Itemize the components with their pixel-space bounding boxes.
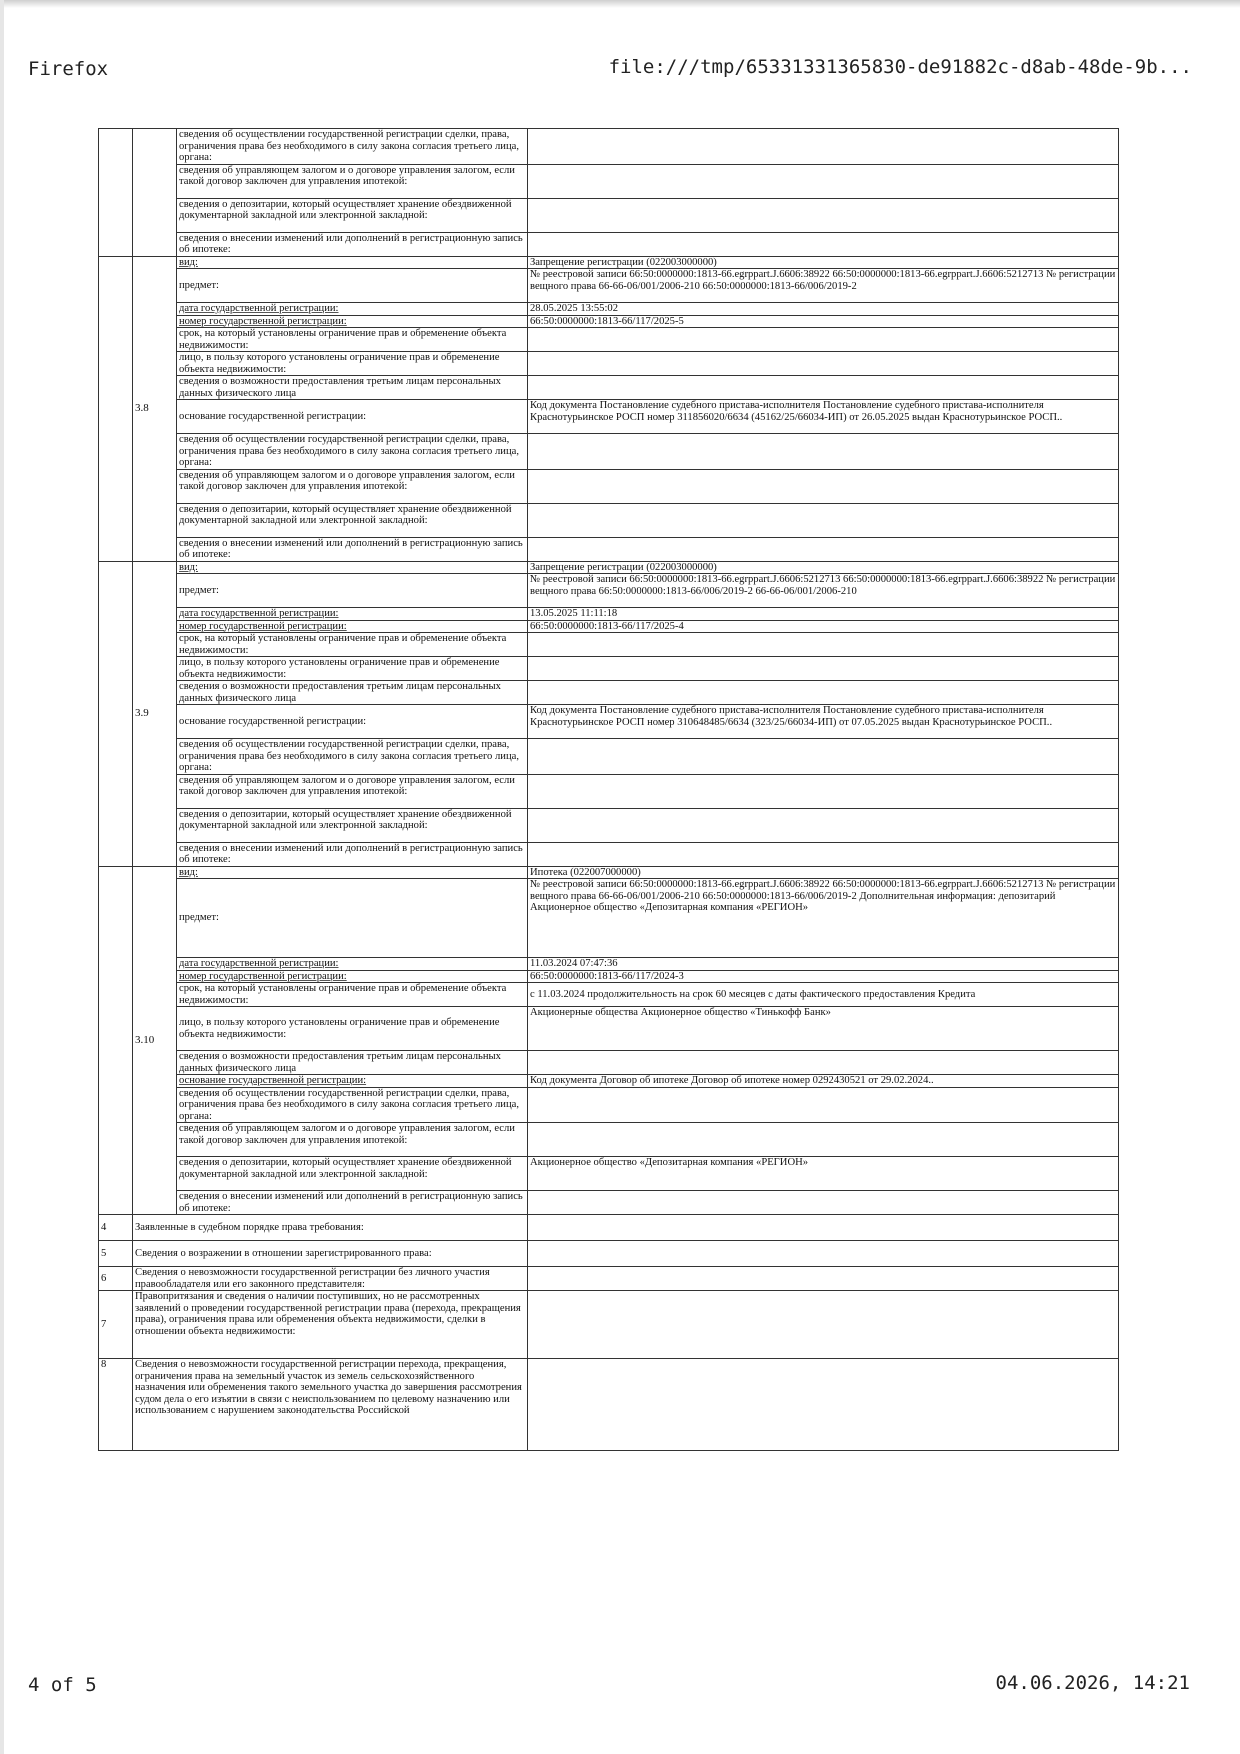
label-cell: сведения об управляющем залогом и о договоре управления залогом, если такой договор заключен для управления ипотекой: — [177, 164, 528, 198]
label-cell: срок, на который установлены ограничение прав и обременение объекта недвижимости: — [177, 633, 528, 657]
print-datetime: 04.06.2026, 14:21 — [995, 1672, 1190, 1694]
value-cell — [528, 681, 1119, 705]
label-cell: предмет: — [177, 574, 528, 608]
table-row — [99, 879, 1119, 958]
table-row — [99, 232, 1119, 256]
value-cell — [528, 328, 1119, 352]
label-cell: лицо, в пользу которого установлены ограничение прав и обременение объекта недвижимости: — [177, 1007, 528, 1051]
table-row — [99, 129, 1119, 165]
label-cell: сведения о депозитарии, который осуществляет хранение обездвиженной документарной закладной или электронной закладной: — [177, 503, 528, 537]
section-number: 5 — [99, 1241, 133, 1267]
table-row — [99, 376, 1119, 400]
table-row — [99, 1075, 1119, 1088]
label-cell: дата государственной регистрации: — [177, 608, 528, 621]
value-cell — [528, 352, 1119, 376]
value-cell — [528, 1087, 1119, 1123]
label-cell: срок, на который установлены ограничение прав и обременение объекта недвижимости: — [177, 328, 528, 352]
table-row — [99, 808, 1119, 842]
table-row — [99, 1191, 1119, 1215]
value-cell — [528, 434, 1119, 470]
table-row — [99, 1007, 1119, 1051]
table-row — [99, 1051, 1119, 1075]
label-cell: основание государственной регистрации: — [177, 705, 528, 739]
value-cell: 66:50:0000000:1813-66/117/2025-5 — [528, 315, 1119, 328]
label-cell: сведения о внесении изменений или дополнений в регистрационную запись об ипотеке: — [177, 537, 528, 561]
outer-num-cell — [99, 866, 133, 1215]
table-row — [99, 983, 1119, 1007]
section-number: 4 — [99, 1215, 133, 1241]
table-row — [99, 705, 1119, 739]
value-cell: № реестровой записи 66:50:0000000:1813-66.egrppart.J.6606:38922 66:50:0000000:1813-66.egrppart.J.6606:5212713 № регистрации вещного права 66-66-06/001/2006-210 66:50:0000000:1813-66/006/2019-2 — [528, 269, 1119, 303]
table-row — [99, 1359, 1119, 1451]
table-row — [99, 608, 1119, 621]
table-row — [99, 269, 1119, 303]
label-cell: сведения об осуществлении государственной регистрации сделки, права, ограничения права без необходимого в силу закона согласия третьего лица, органа: — [177, 1087, 528, 1123]
label-cell: сведения о внесении изменений или дополнений в регистрационную запись об ипотеке: — [177, 232, 528, 256]
label-cell: основание государственной регистрации: — [177, 400, 528, 434]
entry-number-3-9: 3.9 — [133, 561, 177, 866]
table-row — [99, 434, 1119, 470]
section-number: 7 — [99, 1291, 133, 1359]
label-cell: сведения о возможности предоставления третьим лицам персональных данных физического лица — [177, 376, 528, 400]
entry-number-3-10: 3.10 — [133, 866, 177, 1215]
table-row — [99, 1157, 1119, 1191]
table-row — [99, 503, 1119, 537]
label-cell: сведения о возможности предоставления третьим лицам персональных данных физического лица — [177, 1051, 528, 1075]
table-row — [99, 315, 1119, 328]
table-row — [99, 352, 1119, 376]
table-row — [99, 561, 1119, 574]
section-label: Сведения о невозможности государственной регистрации перехода, прекращения, ограничения права на земельный участок из земель сельскохозяйственного назначения или обременения такого земельного участка до завершения рассмотрения судом дела о его изъятии в связи с неиспользованием по целевому назначению или использованием с нарушением законодательства Российской — [133, 1359, 528, 1451]
table-row — [99, 1123, 1119, 1157]
table-row — [99, 970, 1119, 983]
value-cell — [528, 1359, 1119, 1451]
table-row — [99, 1087, 1119, 1123]
label-cell: сведения о возможности предоставления третьим лицам персональных данных физического лица — [177, 681, 528, 705]
value-cell: 13.05.2025 11:11:18 — [528, 608, 1119, 621]
label-cell: вид: — [177, 866, 528, 879]
section-label: Сведения о возражении в отношении зарегистрированного права: — [133, 1241, 528, 1267]
section-label: Заявленные в судебном порядке права требования: — [133, 1215, 528, 1241]
label-cell: номер государственной регистрации: — [177, 315, 528, 328]
label-cell: вид: — [177, 561, 528, 574]
value-cell — [528, 164, 1119, 198]
value-cell — [528, 503, 1119, 537]
value-cell — [528, 198, 1119, 232]
value-cell — [528, 129, 1119, 165]
label-cell: предмет: — [177, 269, 528, 303]
label-cell: сведения о внесении изменений или дополнений в регистрационную запись об ипотеке: — [177, 842, 528, 866]
table-row — [99, 633, 1119, 657]
value-cell — [528, 633, 1119, 657]
table-row — [99, 198, 1119, 232]
section-number: 8 — [99, 1359, 133, 1451]
value-cell: Акционерное общество «Депозитарная компания «РЕГИОН» — [528, 1157, 1119, 1191]
value-cell — [528, 808, 1119, 842]
table-row — [99, 1267, 1119, 1291]
table-row — [99, 328, 1119, 352]
label-cell: сведения об управляющем залогом и о договоре управления залогом, если такой договор заключен для управления ипотекой: — [177, 469, 528, 503]
table-row — [99, 866, 1119, 879]
table-row — [99, 400, 1119, 434]
outer-num-cell — [99, 256, 133, 561]
value-cell: с 11.03.2024 продолжительность на срок 60 месяцев с даты фактического предоставления Кредита — [528, 983, 1119, 1007]
label-cell: лицо, в пользу которого установлены ограничение прав и обременение объекта недвижимости: — [177, 657, 528, 681]
value-cell — [528, 1191, 1119, 1215]
value-cell — [528, 1291, 1119, 1359]
value-cell — [528, 1051, 1119, 1075]
page-counter: 4 of 5 — [28, 1674, 97, 1696]
scan-edge-top — [0, 0, 1240, 8]
label-cell: вид: — [177, 256, 528, 269]
label-cell: дата государственной регистрации: — [177, 303, 528, 316]
value-cell — [528, 842, 1119, 866]
label-cell: сведения об осуществлении государственной регистрации сделки, права, ограничения права без необходимого в силу закона согласия третьего лица, органа: — [177, 129, 528, 165]
value-cell: 66:50:0000000:1813-66/117/2024-3 — [528, 970, 1119, 983]
registry-table — [98, 128, 1119, 1451]
label-cell: номер государственной регистрации: — [177, 620, 528, 633]
label-cell: срок, на который установлены ограничение прав и обременение объекта недвижимости: — [177, 983, 528, 1007]
value-cell: Запрещение регистрации (022003000000) — [528, 256, 1119, 269]
entry-number-3-8: 3.8 — [133, 256, 177, 561]
value-cell: Код документа Постановление судебного пристава-исполнителя Постановление судебного пристава-исполнителя Краснотурьинское РОСП номер 311856020/6634 (45162/25/66034-ИП) от 26.05.2025 выдан Краснотурьинское РОСП.. — [528, 400, 1119, 434]
value-cell — [528, 469, 1119, 503]
value-cell — [528, 376, 1119, 400]
value-cell: № реестровой записи 66:50:0000000:1813-66.egrppart.J.6606:38922 66:50:0000000:1813-66.egrppart.J.6606:5212713 № регистрации вещного права 66-66-06/001/2006-210 66:50:0000000:1813-66/006/2019-2 Дополнительная информация: депозитарий Акционерное общество «Депозитарная компания «РЕГИОН» — [528, 879, 1119, 958]
value-cell — [528, 1215, 1119, 1241]
table-row — [99, 1215, 1119, 1241]
label-cell: сведения о депозитарии, который осуществляет хранение обездвиженной документарной закладной или электронной закладной: — [177, 1157, 528, 1191]
scan-edge-left — [0, 0, 4, 1754]
value-cell: 28.05.2025 13:55:02 — [528, 303, 1119, 316]
value-cell: Ипотека (022007000000) — [528, 866, 1119, 879]
value-cell — [528, 537, 1119, 561]
section-label: Правопритязания и сведения о наличии поступивших, но не рассмотренных заявлений о проведении государственной регистрации права (перехода, прекращения права), ограничения права или обременения объекта недвижимости, сделки в отношении объекта недвижимости: — [133, 1291, 528, 1359]
value-cell: Запрещение регистрации (022003000000) — [528, 561, 1119, 574]
label-cell: сведения об осуществлении государственной регистрации сделки, права, ограничения права без необходимого в силу закона согласия третьего лица, органа: — [177, 434, 528, 470]
outer-num-cell — [99, 129, 133, 257]
label-cell: сведения о депозитарии, который осуществляет хранение обездвиженной документарной закладной или электронной закладной: — [177, 198, 528, 232]
section-number: 6 — [99, 1267, 133, 1291]
label-cell: лицо, в пользу которого установлены ограничение прав и обременение объекта недвижимости: — [177, 352, 528, 376]
label-cell: основание государственной регистрации: — [177, 1075, 528, 1088]
value-cell — [528, 1267, 1119, 1291]
value-cell — [528, 657, 1119, 681]
label-cell: дата государственной регистрации: — [177, 958, 528, 971]
outer-num-cell — [99, 561, 133, 866]
table-row — [99, 657, 1119, 681]
table-row — [99, 958, 1119, 971]
table-row — [99, 620, 1119, 633]
value-cell: Код документа Договор об ипотеке Договор об ипотеке номер 0292430521 от 29.02.2024.. — [528, 1075, 1119, 1088]
value-cell — [528, 739, 1119, 775]
label-cell: предмет: — [177, 879, 528, 958]
value-cell — [528, 232, 1119, 256]
value-cell — [528, 1241, 1119, 1267]
entry-num-cell — [133, 129, 177, 257]
table-row — [99, 681, 1119, 705]
value-cell: Код документа Постановление судебного пристава-исполнителя Постановление судебного пристава-исполнителя Краснотурьинское РОСП номер 310648485/6634 (323/25/66034-ИП) от 07.05.2025 выдан Краснотурьинское РОСП.. — [528, 705, 1119, 739]
table-row — [99, 1291, 1119, 1359]
table-row — [99, 574, 1119, 608]
value-cell: 11.03.2024 07:47:36 — [528, 958, 1119, 971]
value-cell — [528, 774, 1119, 808]
label-cell: сведения о внесении изменений или дополнений в регистрационную запись об ипотеке: — [177, 1191, 528, 1215]
label-cell: сведения об управляющем залогом и о договоре управления залогом, если такой договор заключен для управления ипотекой: — [177, 774, 528, 808]
value-cell: 66:50:0000000:1813-66/117/2025-4 — [528, 620, 1119, 633]
table-row — [99, 537, 1119, 561]
label-cell: сведения о депозитарии, который осуществляет хранение обездвиженной документарной закладной или электронной закладной: — [177, 808, 528, 842]
label-cell: сведения об управляющем залогом и о договоре управления залогом, если такой договор заключен для управления ипотекой: — [177, 1123, 528, 1157]
section-label: Сведения о невозможности государственной регистрации без личного участия правообладателя или его законного представителя: — [133, 1267, 528, 1291]
table-row — [99, 842, 1119, 866]
table-row — [99, 1241, 1119, 1267]
table-row — [99, 303, 1119, 316]
value-cell: Акционерные общества Акционерное общество «Тинькофф Банк» — [528, 1007, 1119, 1051]
table-row — [99, 256, 1119, 269]
table-row — [99, 164, 1119, 198]
table-row — [99, 739, 1119, 775]
browser-name: Firefox — [28, 58, 109, 80]
value-cell: № реестровой записи 66:50:0000000:1813-66.egrppart.J.6606:5212713 66:50:0000000:1813-66.egrppart.J.6606:38922 № регистрации вещного права 66:50:0000000:1813-66/006/2019-2 66-66-06/001/2006-210 — [528, 574, 1119, 608]
table-row — [99, 774, 1119, 808]
file-url: file:///tmp/65331331365830-de91882c-d8ab-48de-9b... — [608, 56, 1192, 78]
table-row — [99, 469, 1119, 503]
value-cell — [528, 1123, 1119, 1157]
label-cell: сведения об осуществлении государственной регистрации сделки, права, ограничения права без необходимого в силу закона согласия третьего лица, органа: — [177, 739, 528, 775]
label-cell: номер государственной регистрации: — [177, 970, 528, 983]
